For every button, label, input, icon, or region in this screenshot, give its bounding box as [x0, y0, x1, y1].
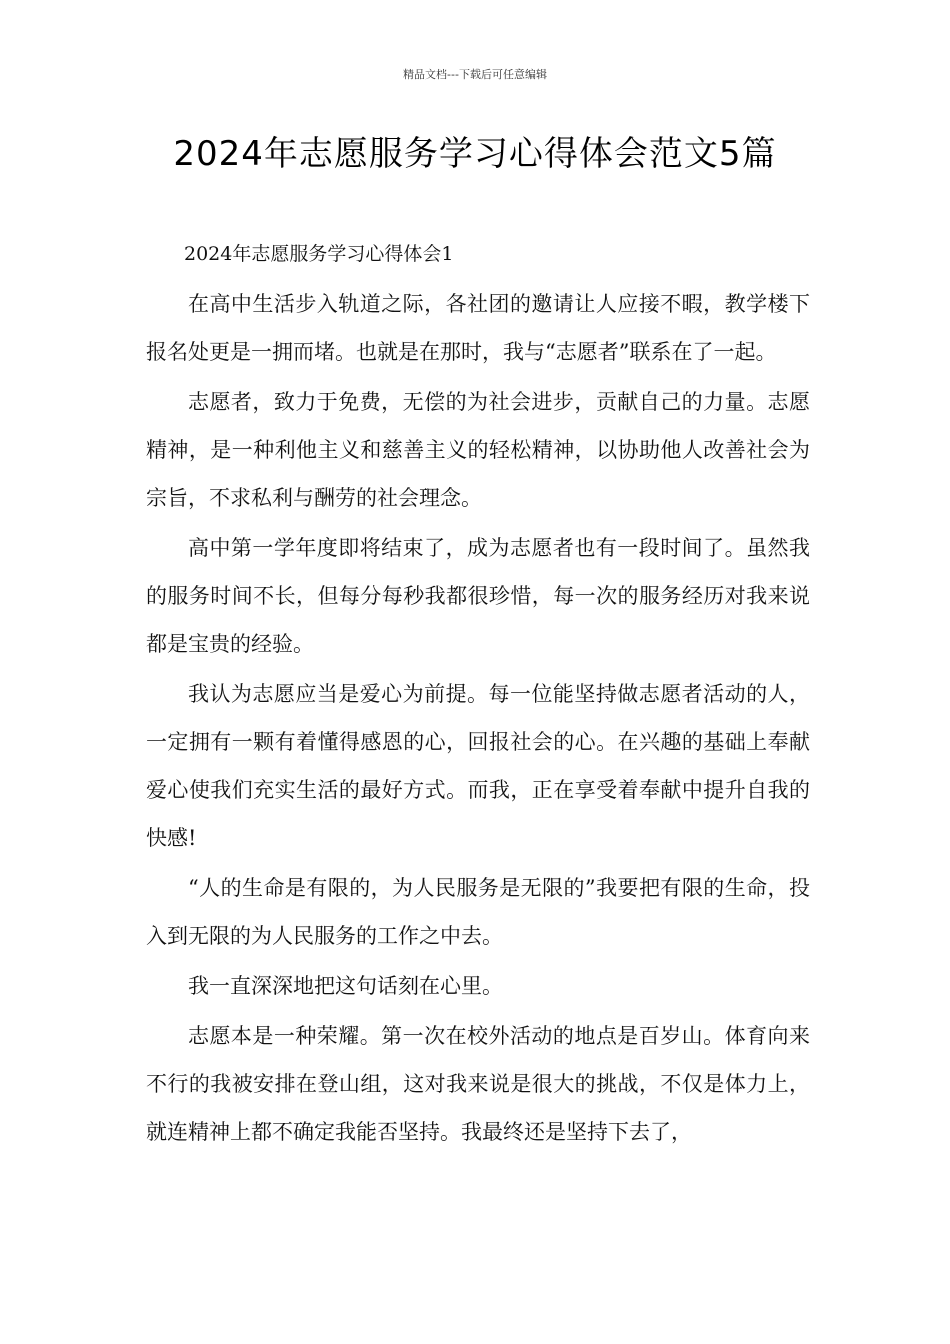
paragraph-6: 我一直深深地把这句话刻在心里。 — [188, 974, 503, 998]
paragraph-3: 高中第一学年度即将结束了，成为志愿者也有一段时间了。虽然我的服务时间不长，但每分每秒我都很珍惜，每一次的服务经历对我来说都是宝贵的经验。 — [146, 536, 810, 656]
paragraph-1: 在高中生活步入轨道之际，各社团的邀请让人应接不暇，教学楼下报名处更是一拥而堵。也就是在那时，我与“志愿者”联系在了一起。 — [146, 292, 810, 364]
document-title: 2024年志愿服务学习心得体会范文5篇 — [173, 134, 777, 174]
document-body — [146, 230, 810, 1158]
paragraph-4: 我认为志愿应当是爱心为前提。每一位能坚持做志愿者活动的人，一定拥有一颗有着懂得感恩的心，回报社会的心。在兴趣的基础上奉献爱心使我们充实生活的最好方式。而我，正在享受着奉献中提升自我的快感! — [146, 682, 810, 850]
header-note: 精品文档---下载后可任意编辑 — [403, 68, 547, 81]
paragraph-2: 志愿者，致力于免费，无偿的为社会进步，贡献自己的力量。志愿精神，是一种利他主义和慈善主义的轻松精神，以协助他人改善社会为宗旨，不求私利与酬劳的社会理念。 — [146, 390, 810, 510]
paragraph-7: 志愿本是一种荣耀。第一次在校外活动的地点是百岁山。体育向来不行的我被安排在登山组，这对我来说是很大的挑战，不仅是体力上，就连精神上都不确定我能否坚持。我最终还是坚持下去了， — [146, 1024, 810, 1144]
paragraph-5: “人的生命是有限的，为人民服务是无限的”我要把有限的生命，投入到无限的为人民服务的工作之中去。 — [146, 876, 810, 948]
section-subtitle: 2024年志愿服务学习心得体会1 — [184, 243, 454, 265]
